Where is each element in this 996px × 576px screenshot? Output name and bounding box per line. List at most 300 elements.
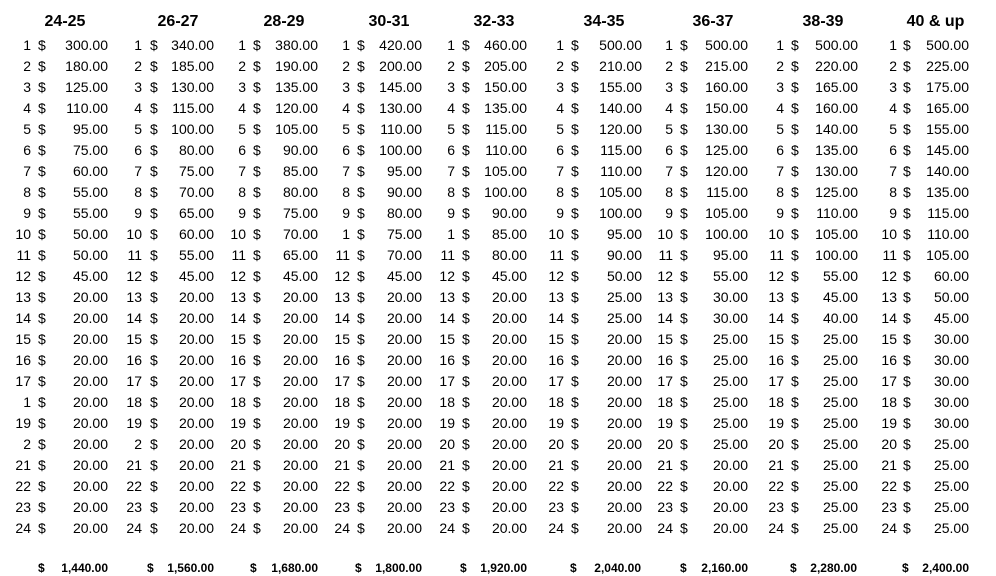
currency-symbol: $: [571, 289, 579, 305]
payout-amount: 20.00: [491, 457, 527, 473]
payout-amount: 20.00: [606, 499, 642, 515]
rank-number: 19: [126, 415, 142, 431]
payout-amount: 130.00: [171, 79, 214, 95]
currency-symbol: $: [38, 121, 46, 137]
payout-amount: 75.00: [178, 163, 214, 179]
rank-number: 1: [556, 37, 564, 53]
rank-number: 20: [768, 436, 784, 452]
currency-symbol: $: [150, 226, 158, 242]
rank-number: 24: [548, 520, 564, 536]
currency-symbol: $: [791, 331, 799, 347]
total-currency-symbol: $: [460, 561, 467, 575]
payout-amount: 25.00: [712, 436, 748, 452]
rank-number: 9: [447, 205, 455, 221]
payout-amount: 500.00: [705, 37, 748, 53]
currency-symbol: $: [253, 205, 261, 221]
payout-amount: 85.00: [282, 163, 318, 179]
currency-symbol: $: [462, 331, 470, 347]
payout-amount: 25.00: [822, 499, 858, 515]
payout-amount: 20.00: [606, 373, 642, 389]
payout-amount: 165.00: [926, 100, 969, 116]
payout-amount: 140.00: [926, 163, 969, 179]
payout-amount: 460.00: [484, 37, 527, 53]
rank-number: 3: [23, 79, 31, 95]
rank-number: 1: [342, 37, 350, 53]
rank-number: 13: [548, 289, 564, 305]
rank-number: 4: [556, 100, 564, 116]
rank-number: 15: [126, 331, 142, 347]
payout-amount: 125.00: [705, 142, 748, 158]
rank-number: 19: [657, 415, 673, 431]
rank-number: 18: [230, 394, 246, 410]
payout-amount: 20.00: [386, 520, 422, 536]
payout-amount: 80.00: [282, 184, 318, 200]
rank-number: 1: [238, 37, 246, 53]
currency-symbol: $: [462, 289, 470, 305]
rank-number: 12: [548, 268, 564, 284]
currency-symbol: $: [38, 394, 46, 410]
payout-amount: 20.00: [491, 289, 527, 305]
payout-amount: 20.00: [282, 289, 318, 305]
rank-number: 5: [776, 121, 784, 137]
payout-amount: 20.00: [282, 478, 318, 494]
column-total: 2,280.00: [810, 561, 857, 575]
currency-symbol: $: [357, 58, 365, 74]
payout-amount: 105.00: [275, 121, 318, 137]
currency-symbol: $: [357, 436, 365, 452]
payout-amount: 90.00: [386, 184, 422, 200]
currency-symbol: $: [571, 415, 579, 431]
payout-amount: 100.00: [815, 247, 858, 263]
rank-number: 2: [776, 58, 784, 74]
currency-symbol: $: [357, 394, 365, 410]
currency-symbol: $: [680, 58, 688, 74]
column-total: 2,400.00: [922, 561, 969, 575]
payout-amount: 130.00: [815, 163, 858, 179]
currency-symbol: $: [150, 163, 158, 179]
rank-number: 8: [556, 184, 564, 200]
currency-symbol: $: [571, 499, 579, 515]
rank-number: 11: [440, 247, 455, 263]
currency-symbol: $: [462, 184, 470, 200]
rank-number: 2: [23, 58, 31, 74]
currency-symbol: $: [680, 310, 688, 326]
payout-amount: 220.00: [815, 58, 858, 74]
currency-symbol: $: [680, 163, 688, 179]
payout-amount: 70.00: [282, 226, 318, 242]
currency-symbol: $: [253, 121, 261, 137]
payout-amount: 125.00: [65, 79, 108, 95]
payout-amount: 25.00: [606, 289, 642, 305]
currency-symbol: $: [253, 100, 261, 116]
currency-symbol: $: [357, 268, 365, 284]
currency-symbol: $: [462, 37, 470, 53]
rank-number: 4: [238, 100, 246, 116]
payout-amount: 20.00: [72, 415, 108, 431]
currency-symbol: $: [903, 37, 911, 53]
rank-number: 1: [665, 37, 673, 53]
rank-number: 24: [768, 520, 784, 536]
currency-symbol: $: [680, 394, 688, 410]
currency-symbol: $: [903, 289, 911, 305]
currency-symbol: $: [462, 58, 470, 74]
currency-symbol: $: [571, 205, 579, 221]
currency-symbol: $: [903, 415, 911, 431]
payout-amount: 65.00: [178, 205, 214, 221]
payout-amount: 105.00: [926, 247, 969, 263]
payout-amount: 185.00: [171, 58, 214, 74]
rank-number: 7: [665, 163, 673, 179]
payout-amount: 130.00: [705, 121, 748, 137]
payout-amount: 25.00: [712, 352, 748, 368]
payout-amount: 45.00: [491, 268, 527, 284]
payout-amount: 105.00: [705, 205, 748, 221]
currency-symbol: $: [38, 184, 46, 200]
rank-number: 6: [776, 142, 784, 158]
payout-amount: 90.00: [491, 205, 527, 221]
payout-amount: 25.00: [822, 478, 858, 494]
payout-amount: 25.00: [822, 394, 858, 410]
rank-number: 2: [134, 58, 142, 74]
payout-amount: 20.00: [72, 436, 108, 452]
rank-number: 24: [334, 520, 350, 536]
currency-symbol: $: [571, 268, 579, 284]
currency-symbol: $: [462, 520, 470, 536]
currency-symbol: $: [571, 121, 579, 137]
payout-amount: 25.00: [822, 352, 858, 368]
rank-number: 17: [768, 373, 784, 389]
rank-number: 1: [447, 226, 455, 242]
rank-number: 11: [16, 247, 31, 263]
currency-symbol: $: [38, 226, 46, 242]
payout-amount: 45.00: [822, 289, 858, 305]
currency-symbol: $: [571, 373, 579, 389]
payout-amount: 210.00: [599, 58, 642, 74]
payout-amount: 20.00: [491, 331, 527, 347]
payout-amount: 165.00: [815, 79, 858, 95]
rank-number: 13: [15, 289, 31, 305]
rank-number: 23: [439, 499, 455, 515]
currency-symbol: $: [571, 184, 579, 200]
currency-symbol: $: [903, 142, 911, 158]
currency-symbol: $: [253, 457, 261, 473]
payout-amount: 180.00: [65, 58, 108, 74]
currency-symbol: $: [150, 58, 158, 74]
rank-number: 14: [657, 310, 673, 326]
currency-symbol: $: [357, 163, 365, 179]
rank-number: 21: [439, 457, 455, 473]
payout-amount: 20.00: [282, 415, 318, 431]
currency-symbol: $: [253, 373, 261, 389]
payout-amount: 200.00: [379, 58, 422, 74]
currency-symbol: $: [791, 520, 799, 536]
rank-number: 4: [889, 100, 897, 116]
currency-symbol: $: [253, 289, 261, 305]
payout-amount: 20.00: [282, 394, 318, 410]
currency-symbol: $: [571, 247, 579, 263]
rank-number: 13: [439, 289, 455, 305]
rank-number: 8: [665, 184, 673, 200]
total-currency-symbol: $: [570, 561, 577, 575]
total-currency-symbol: $: [680, 561, 687, 575]
rank-number: 7: [889, 163, 897, 179]
payout-amount: 25.00: [712, 331, 748, 347]
rank-number: 8: [134, 184, 142, 200]
currency-symbol: $: [462, 373, 470, 389]
rank-number: 3: [134, 79, 142, 95]
rank-number: 5: [556, 121, 564, 137]
currency-symbol: $: [357, 121, 365, 137]
total-currency-symbol: $: [38, 561, 45, 575]
payout-amount: 20.00: [282, 457, 318, 473]
currency-symbol: $: [680, 520, 688, 536]
payout-amount: 115.00: [172, 100, 214, 116]
currency-symbol: $: [791, 394, 799, 410]
rank-number: 16: [439, 352, 455, 368]
rank-number: 18: [439, 394, 455, 410]
currency-symbol: $: [903, 184, 911, 200]
rank-number: 13: [881, 289, 897, 305]
payout-amount: 130.00: [379, 100, 422, 116]
currency-symbol: $: [357, 478, 365, 494]
currency-symbol: $: [791, 79, 799, 95]
currency-symbol: $: [791, 121, 799, 137]
payout-amount: 70.00: [386, 247, 422, 263]
payout-amount: 90.00: [606, 247, 642, 263]
currency-symbol: $: [253, 394, 261, 410]
payout-amount: 50.00: [933, 289, 969, 305]
rank-number: 16: [768, 352, 784, 368]
rank-number: 2: [665, 58, 673, 74]
rank-number: 8: [889, 184, 897, 200]
currency-symbol: $: [571, 37, 579, 53]
rank-number: 11: [127, 247, 142, 263]
currency-symbol: $: [903, 436, 911, 452]
payout-amount: 25.00: [822, 436, 858, 452]
currency-symbol: $: [38, 37, 46, 53]
rank-number: 5: [447, 121, 455, 137]
payout-amount: 20.00: [491, 415, 527, 431]
payout-amount: 105.00: [484, 163, 527, 179]
payout-amount: 20.00: [178, 373, 214, 389]
currency-symbol: $: [791, 58, 799, 74]
rank-number: 6: [665, 142, 673, 158]
rank-number: 20: [881, 436, 897, 452]
currency-symbol: $: [38, 415, 46, 431]
payout-amount: 20.00: [712, 499, 748, 515]
currency-symbol: $: [903, 100, 911, 116]
payout-amount: 110.00: [816, 205, 858, 221]
currency-symbol: $: [571, 142, 579, 158]
currency-symbol: $: [462, 415, 470, 431]
rank-number: 6: [238, 142, 246, 158]
payout-amount: 20.00: [72, 457, 108, 473]
currency-symbol: $: [357, 289, 365, 305]
payout-amount: 100.00: [484, 184, 527, 200]
currency-symbol: $: [571, 520, 579, 536]
rank-number: 1: [23, 394, 31, 410]
rank-number: 1: [134, 37, 142, 53]
rank-number: 15: [768, 331, 784, 347]
rank-number: 15: [334, 331, 350, 347]
rank-number: 20: [439, 436, 455, 452]
payout-amount: 60.00: [178, 226, 214, 242]
currency-symbol: $: [462, 268, 470, 284]
rank-number: 21: [768, 457, 784, 473]
currency-symbol: $: [791, 499, 799, 515]
currency-symbol: $: [680, 457, 688, 473]
payout-amount: 25.00: [933, 436, 969, 452]
rank-number: 6: [134, 142, 142, 158]
currency-symbol: $: [791, 289, 799, 305]
payout-amount: 135.00: [484, 100, 527, 116]
rank-number: 23: [334, 499, 350, 515]
rank-number: 16: [881, 352, 897, 368]
rank-number: 10: [768, 226, 784, 242]
currency-symbol: $: [38, 520, 46, 536]
rank-number: 18: [768, 394, 784, 410]
rank-number: 10: [657, 226, 673, 242]
rank-number: 12: [439, 268, 455, 284]
rank-number: 22: [126, 478, 142, 494]
currency-symbol: $: [571, 100, 579, 116]
payout-amount: 20.00: [72, 310, 108, 326]
payout-amount: 40.00: [822, 310, 858, 326]
rank-number: 7: [342, 163, 350, 179]
currency-symbol: $: [150, 142, 158, 158]
rank-number: 7: [776, 163, 784, 179]
payout-amount: 20.00: [178, 436, 214, 452]
currency-symbol: $: [357, 499, 365, 515]
currency-symbol: $: [253, 520, 261, 536]
currency-symbol: $: [253, 58, 261, 74]
payout-amount: 110.00: [927, 226, 969, 242]
payout-amount: 105.00: [599, 184, 642, 200]
payout-amount: 20.00: [72, 352, 108, 368]
payout-amount: 45.00: [178, 268, 214, 284]
rank-number: 23: [126, 499, 142, 515]
rank-number: 10: [230, 226, 246, 242]
payout-amount: 380.00: [275, 37, 318, 53]
rank-number: 17: [881, 373, 897, 389]
currency-symbol: $: [253, 310, 261, 326]
currency-symbol: $: [357, 247, 365, 263]
column-header: 24-25: [44, 13, 86, 30]
rank-number: 7: [556, 163, 564, 179]
rank-number: 5: [134, 121, 142, 137]
payout-amount: 20.00: [72, 289, 108, 305]
payout-amount: 25.00: [712, 373, 748, 389]
currency-symbol: $: [150, 415, 158, 431]
currency-symbol: $: [680, 478, 688, 494]
currency-symbol: $: [150, 184, 158, 200]
payout-amount: 145.00: [379, 79, 422, 95]
payout-amount: 115.00: [706, 184, 748, 200]
payout-amount: 95.00: [386, 163, 422, 179]
rank-number: 11: [231, 247, 246, 263]
currency-symbol: $: [357, 205, 365, 221]
currency-symbol: $: [150, 121, 158, 137]
rank-number: 11: [549, 247, 564, 263]
currency-symbol: $: [150, 268, 158, 284]
payout-amount: 25.00: [712, 394, 748, 410]
rank-number: 16: [657, 352, 673, 368]
currency-symbol: $: [903, 121, 911, 137]
rank-number: 2: [447, 58, 455, 74]
payout-amount: 55.00: [72, 205, 108, 221]
currency-symbol: $: [357, 226, 365, 242]
currency-symbol: $: [253, 142, 261, 158]
currency-symbol: $: [38, 79, 46, 95]
rank-number: 4: [776, 100, 784, 116]
rank-number: 14: [15, 310, 31, 326]
payout-amount: 20.00: [712, 478, 748, 494]
currency-symbol: $: [253, 184, 261, 200]
payout-amount: 20.00: [282, 373, 318, 389]
payout-amount: 60.00: [72, 163, 108, 179]
currency-symbol: $: [680, 373, 688, 389]
rank-number: 2: [23, 436, 31, 452]
currency-symbol: $: [253, 331, 261, 347]
rank-number: 12: [881, 268, 897, 284]
payout-amount: 25.00: [822, 520, 858, 536]
rank-number: 10: [881, 226, 897, 242]
currency-symbol: $: [680, 121, 688, 137]
payout-amount: 75.00: [282, 205, 318, 221]
currency-symbol: $: [571, 226, 579, 242]
currency-symbol: $: [38, 58, 46, 74]
payout-amount: 20.00: [282, 331, 318, 347]
payout-amount: 20.00: [72, 394, 108, 410]
rank-number: 13: [126, 289, 142, 305]
column-header: 32-33: [473, 13, 515, 30]
rank-number: 11: [882, 247, 897, 263]
payout-amount: 80.00: [491, 247, 527, 263]
currency-symbol: $: [571, 457, 579, 473]
payout-amount: 20.00: [491, 310, 527, 326]
currency-symbol: $: [903, 352, 911, 368]
payout-amount: 30.00: [933, 352, 969, 368]
rank-number: 24: [657, 520, 673, 536]
currency-symbol: $: [462, 247, 470, 263]
rank-number: 7: [447, 163, 455, 179]
payout-amount: 20.00: [178, 310, 214, 326]
rank-number: 22: [657, 478, 673, 494]
total-currency-symbol: $: [902, 561, 909, 575]
rank-number: 8: [776, 184, 784, 200]
payout-amount: 55.00: [712, 268, 748, 284]
payout-amount: 20.00: [178, 520, 214, 536]
payout-amount: 25.00: [822, 415, 858, 431]
payout-amount: 55.00: [72, 184, 108, 200]
currency-symbol: $: [903, 373, 911, 389]
payout-amount: 500.00: [599, 37, 642, 53]
payout-amount: 20.00: [178, 415, 214, 431]
total-currency-symbol: $: [250, 561, 257, 575]
rank-number: 6: [342, 142, 350, 158]
currency-symbol: $: [38, 100, 46, 116]
payout-amount: 25.00: [933, 499, 969, 515]
rank-number: 19: [15, 415, 31, 431]
rank-number: 4: [134, 100, 142, 116]
rank-number: 1: [23, 37, 31, 53]
currency-symbol: $: [903, 268, 911, 284]
currency-symbol: $: [680, 289, 688, 305]
currency-symbol: $: [150, 520, 158, 536]
column-total: 1,920.00: [480, 561, 527, 575]
payout-amount: 100.00: [599, 205, 642, 221]
rank-number: 5: [889, 121, 897, 137]
